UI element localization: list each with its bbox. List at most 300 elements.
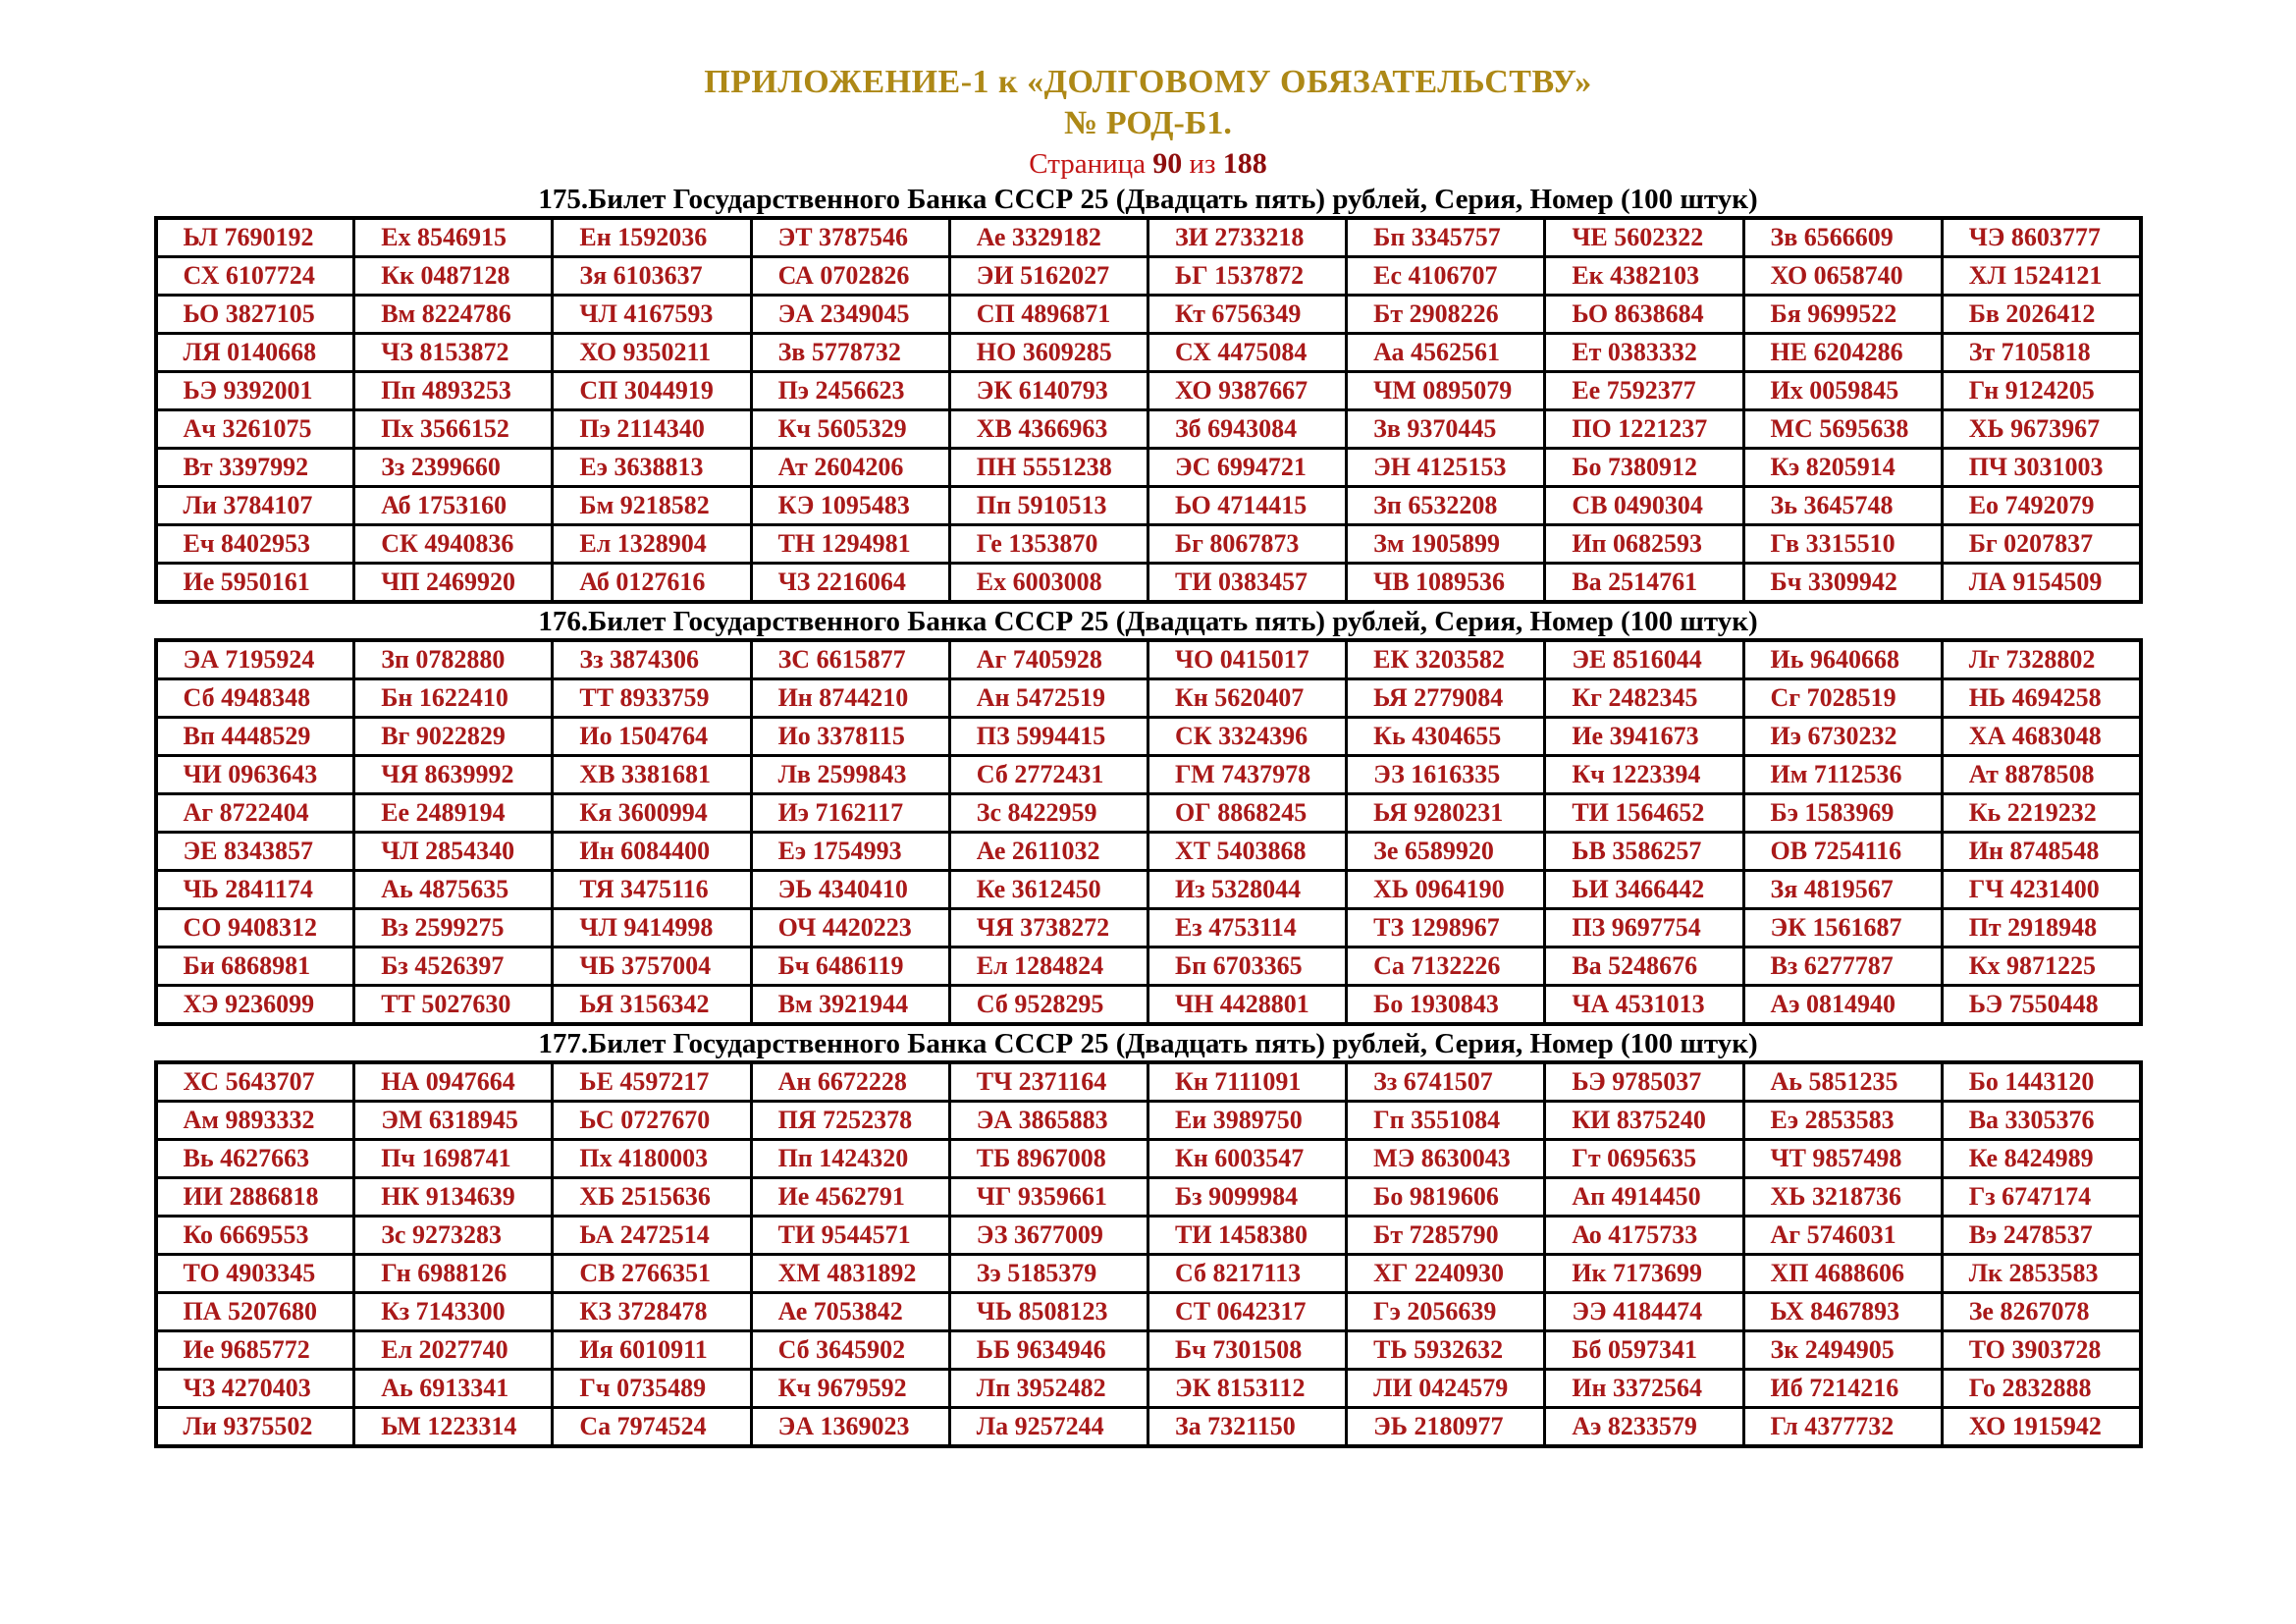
serial-cell: ЬЭ 9785037 — [1545, 1062, 1743, 1102]
serial-cell: Ат 8878508 — [1942, 756, 2140, 794]
serial-cell: Ко 6669553 — [156, 1217, 354, 1255]
serial-cell: ЧЕ 5602322 — [1545, 218, 1743, 257]
serial-cell: НЕ 6204286 — [1743, 334, 1942, 372]
serial-cell: Аь 5851235 — [1743, 1062, 1942, 1102]
serial-cell: ЧЗ 2216064 — [751, 564, 949, 603]
serial-cell: Гэ 2056639 — [1347, 1293, 1545, 1331]
serial-cell: ЧИ 0963643 — [156, 756, 354, 794]
serial-cell: ХВ 4366963 — [949, 410, 1148, 449]
serial-cell: ЭЕ 8516044 — [1545, 640, 1743, 679]
serial-cell: ПЯ 7252378 — [751, 1102, 949, 1140]
serial-cell: Ет 0383332 — [1545, 334, 1743, 372]
serial-cell: Из 5328044 — [1148, 871, 1346, 909]
serial-cell: ЬИ 3466442 — [1545, 871, 1743, 909]
serial-cell: Ия 6010911 — [553, 1331, 751, 1370]
serial-cell: НО 3609285 — [949, 334, 1148, 372]
serial-cell: ЭК 8153112 — [1148, 1370, 1346, 1408]
table-row — [156, 1178, 2141, 1217]
serial-cell: Ие 4562791 — [751, 1178, 949, 1217]
serial-cell: ПЧ 3031003 — [1942, 449, 2140, 487]
serial-cell: Ел 2027740 — [354, 1331, 553, 1370]
serial-cell: Лг 7328802 — [1942, 640, 2140, 679]
serial-cell: ХЬ 3218736 — [1743, 1178, 1942, 1217]
serial-cell: Их 0059845 — [1743, 372, 1942, 410]
serial-cell: Вэ 2478537 — [1942, 1217, 2140, 1255]
serial-cell: Вм 3921944 — [751, 986, 949, 1025]
serial-cell: Бч 3309942 — [1743, 564, 1942, 603]
serial-cell: ЧМ 0895079 — [1347, 372, 1545, 410]
serial-cell: Ел 1328904 — [553, 525, 751, 564]
serial-cell: Сб 3645902 — [751, 1331, 949, 1370]
serial-cell: Зь 3645748 — [1743, 487, 1942, 525]
serial-cell: ХО 9350211 — [553, 334, 751, 372]
serial-cell: Зп 0782880 — [354, 640, 553, 679]
serial-cell: Ан 6672228 — [751, 1062, 949, 1102]
serial-cell: Бг 8067873 — [1148, 525, 1346, 564]
serial-cell: Бч 6486119 — [751, 947, 949, 986]
serial-cell: Кк 0487128 — [354, 257, 553, 296]
serial-cell: ОГ 8868245 — [1148, 794, 1346, 833]
serial-cell: ПЗ 9697754 — [1545, 909, 1743, 947]
serial-cell: Бм 9218582 — [553, 487, 751, 525]
serial-cell: ИИ 2886818 — [156, 1178, 354, 1217]
serial-cell: ТН 1294981 — [751, 525, 949, 564]
serial-cell: Кч 1223394 — [1545, 756, 1743, 794]
serial-table-176 — [154, 638, 2143, 1026]
serial-cell: Бо 9819606 — [1347, 1178, 1545, 1217]
serial-cell: ХМ 4831892 — [751, 1255, 949, 1293]
serial-cell: Кч 9679592 — [751, 1370, 949, 1408]
serial-cell: Са 7132226 — [1347, 947, 1545, 986]
serial-cell: Ап 4914450 — [1545, 1178, 1743, 1217]
serial-cell: Еи 3989750 — [1148, 1102, 1346, 1140]
table-row — [156, 833, 2141, 871]
serial-cell: Кг 2482345 — [1545, 679, 1743, 718]
serial-cell: Еэ 1754993 — [751, 833, 949, 871]
serial-cell: ЬЕ 4597217 — [553, 1062, 751, 1102]
serial-cell: Пх 3566152 — [354, 410, 553, 449]
serial-cell: ЬЯ 3156342 — [553, 986, 751, 1025]
serial-cell: Вь 4627663 — [156, 1140, 354, 1178]
serial-cell: Иэ 6730232 — [1743, 718, 1942, 756]
serial-cell: ХС 5643707 — [156, 1062, 354, 1102]
serial-cell: Ин 6084400 — [553, 833, 751, 871]
serial-cell: Аб 0127616 — [553, 564, 751, 603]
serial-cell: Зз 6741507 — [1347, 1062, 1545, 1102]
serial-cell: ЬВ 3586257 — [1545, 833, 1743, 871]
serial-cell: ЬА 2472514 — [553, 1217, 751, 1255]
serial-cell: Гв 3315510 — [1743, 525, 1942, 564]
serial-cell: Бв 2026412 — [1942, 296, 2140, 334]
serial-cell: ПН 5551238 — [949, 449, 1148, 487]
serial-cell: ЬС 0727670 — [553, 1102, 751, 1140]
serial-cell: Зп 6532208 — [1347, 487, 1545, 525]
table-row — [156, 756, 2141, 794]
serial-cell: ЬХ 8467893 — [1743, 1293, 1942, 1331]
table-row — [156, 1255, 2141, 1293]
serial-cell: ЧЯ 8639992 — [354, 756, 553, 794]
serial-cell: Им 7112536 — [1743, 756, 1942, 794]
table-row — [156, 564, 2141, 603]
table-row — [156, 794, 2141, 833]
serial-cell: Лв 2599843 — [751, 756, 949, 794]
table-row — [156, 218, 2141, 257]
serial-cell: Ео 7492079 — [1942, 487, 2140, 525]
table-row — [156, 1102, 2141, 1140]
serial-cell: ТИ 1564652 — [1545, 794, 1743, 833]
serial-cell: Бч 7301508 — [1148, 1331, 1346, 1370]
serial-cell: Кь 4304655 — [1347, 718, 1545, 756]
serial-cell: ПА 5207680 — [156, 1293, 354, 1331]
serial-cell: Ее 7592377 — [1545, 372, 1743, 410]
serial-cell: Лп 3952482 — [949, 1370, 1148, 1408]
serial-cell: Еэ 3638813 — [553, 449, 751, 487]
serial-cell: СП 4896871 — [949, 296, 1148, 334]
serial-cell: Го 2832888 — [1942, 1370, 2140, 1408]
serial-cell: ЭМ 6318945 — [354, 1102, 553, 1140]
table-row — [156, 1293, 2141, 1331]
serial-cell: Кн 7111091 — [1148, 1062, 1346, 1102]
serial-cell: ЧЯ 3738272 — [949, 909, 1148, 947]
table-row — [156, 947, 2141, 986]
serial-cell: ЬЭ 9392001 — [156, 372, 354, 410]
serial-cell: ЧЛ 9414998 — [553, 909, 751, 947]
serial-cell: ЭЬ 2180977 — [1347, 1408, 1545, 1447]
serial-cell: Гт 0695635 — [1545, 1140, 1743, 1178]
serial-cell: Пх 4180003 — [553, 1140, 751, 1178]
serial-cell: Ез 4753114 — [1148, 909, 1346, 947]
serial-cell: СП 3044919 — [553, 372, 751, 410]
serial-cell: Сб 4948348 — [156, 679, 354, 718]
serial-cell: ЬГ 1537872 — [1148, 257, 1346, 296]
serial-cell: Бт 2908226 — [1347, 296, 1545, 334]
serial-cell: Гл 4377732 — [1743, 1408, 1942, 1447]
page-total-number: 188 — [1222, 147, 1267, 180]
serial-cell: ЧЬ 2841174 — [156, 871, 354, 909]
serial-cell: Бя 9699522 — [1743, 296, 1942, 334]
serial-cell: Гз 6747174 — [1942, 1178, 2140, 1217]
serial-cell: Ех 6003008 — [949, 564, 1148, 603]
serial-cell: Ио 3378115 — [751, 718, 949, 756]
serial-cell: КЭ 1095483 — [751, 487, 949, 525]
serial-cell: Пп 4893253 — [354, 372, 553, 410]
serial-cell: Бз 4526397 — [354, 947, 553, 986]
serial-cell: Бо 1443120 — [1942, 1062, 2140, 1102]
serial-cell: Кэ 8205914 — [1743, 449, 1942, 487]
serial-cell: НК 9134639 — [354, 1178, 553, 1217]
table-row — [156, 1408, 2141, 1447]
serial-cell: Кь 2219232 — [1942, 794, 2140, 833]
serial-cell: Иб 7214216 — [1743, 1370, 1942, 1408]
serial-cell: ХЬ 9673967 — [1942, 410, 2140, 449]
document-header — [0, 0, 2296, 182]
serial-cell: Вт 3397992 — [156, 449, 354, 487]
serial-cell: ЭЕ 8343857 — [156, 833, 354, 871]
table-row — [156, 372, 2141, 410]
serial-cell: ЬЭ 7550448 — [1942, 986, 2140, 1025]
serial-cell: СК 4940836 — [354, 525, 553, 564]
serial-cell: ЕК 3203582 — [1347, 640, 1545, 679]
serial-cell: ТЯ 3475116 — [553, 871, 751, 909]
serial-cell: Ен 1592036 — [553, 218, 751, 257]
serial-cell: СА 0702826 — [751, 257, 949, 296]
serial-cell: ХБ 2515636 — [553, 1178, 751, 1217]
serial-cell: Ае 2611032 — [949, 833, 1148, 871]
serial-cell: ПО 1221237 — [1545, 410, 1743, 449]
serial-cell: ЬО 4714415 — [1148, 487, 1346, 525]
serial-cell: НА 0947664 — [354, 1062, 553, 1102]
serial-cell: Зс 8422959 — [949, 794, 1148, 833]
serial-cell: Гн 6988126 — [354, 1255, 553, 1293]
serial-cell: Ли 3784107 — [156, 487, 354, 525]
serial-cell: Вг 9022829 — [354, 718, 553, 756]
serial-cell: Зе 8267078 — [1942, 1293, 2140, 1331]
serial-cell: Ва 2514761 — [1545, 564, 1743, 603]
serial-cell: Кх 9871225 — [1942, 947, 2140, 986]
serial-cell: ЭК 6140793 — [949, 372, 1148, 410]
serial-cell: ЬБ 9634946 — [949, 1331, 1148, 1370]
serial-cell: Ан 5472519 — [949, 679, 1148, 718]
serial-cell: Зб 6943084 — [1148, 410, 1346, 449]
serial-cell: Бо 7380912 — [1545, 449, 1743, 487]
serial-cell: ЗИ 2733218 — [1148, 218, 1346, 257]
serial-cell: ЛИ 0424579 — [1347, 1370, 1545, 1408]
table-row — [156, 449, 2141, 487]
serial-cell: Ва 5248676 — [1545, 947, 1743, 986]
table-row — [156, 679, 2141, 718]
serial-cell: ХЭ 9236099 — [156, 986, 354, 1025]
serial-cell: ТЧ 2371164 — [949, 1062, 1148, 1102]
serial-cell: Ех 8546915 — [354, 218, 553, 257]
serial-cell: Кз 7143300 — [354, 1293, 553, 1331]
serial-cell: Кч 5605329 — [751, 410, 949, 449]
table-row — [156, 1217, 2141, 1255]
serial-cell: ОВ 7254116 — [1743, 833, 1942, 871]
serial-cell: СХ 6107724 — [156, 257, 354, 296]
serial-cell: Ие 3941673 — [1545, 718, 1743, 756]
serial-cell: ЛА 9154509 — [1942, 564, 2140, 603]
serial-cell: Сб 9528295 — [949, 986, 1148, 1025]
serial-cell: НЬ 4694258 — [1942, 679, 2140, 718]
serial-cell: Пп 5910513 — [949, 487, 1148, 525]
serial-cell: ЬЯ 9280231 — [1347, 794, 1545, 833]
serial-cell: Ие 5950161 — [156, 564, 354, 603]
serial-table-175 — [154, 216, 2143, 604]
serial-cell: ЧЗ 4270403 — [156, 1370, 354, 1408]
document-number: № РОД-Б1. — [1064, 105, 1232, 141]
page-of-word: из — [1189, 148, 1216, 180]
serial-cell: Аэ 0814940 — [1743, 986, 1942, 1025]
table-row — [156, 1140, 2141, 1178]
serial-cell: Аг 8722404 — [156, 794, 354, 833]
document-title: ПРИЛОЖЕНИЕ-1 к «ДОЛГОВОМУ ОБЯЗАТЕЛЬСТВУ» — [704, 64, 1592, 100]
serial-cell: Лк 2853583 — [1942, 1255, 2140, 1293]
serial-cell: Ин 8748548 — [1942, 833, 2140, 871]
table-row — [156, 1062, 2141, 1102]
serial-cell: ЭН 4125153 — [1347, 449, 1545, 487]
serial-cell: Бг 0207837 — [1942, 525, 2140, 564]
serial-cell: ЧЛ 4167593 — [553, 296, 751, 334]
serial-cell: ЭТ 3787546 — [751, 218, 949, 257]
serial-cell: Зя 4819567 — [1743, 871, 1942, 909]
serial-cell: ХЬ 0964190 — [1347, 871, 1545, 909]
serial-cell: СВ 2766351 — [553, 1255, 751, 1293]
serial-cell: ХО 9387667 — [1148, 372, 1346, 410]
tables-container — [154, 183, 2143, 1448]
serial-cell: Ел 1284824 — [949, 947, 1148, 986]
serial-cell: ХП 4688606 — [1743, 1255, 1942, 1293]
serial-cell: Пэ 2114340 — [553, 410, 751, 449]
serial-cell: ХО 0658740 — [1743, 257, 1942, 296]
serial-cell: Вз 6277787 — [1743, 947, 1942, 986]
serial-cell: Иэ 7162117 — [751, 794, 949, 833]
serial-cell: ЬЯ 2779084 — [1347, 679, 1545, 718]
serial-cell: Са 7974524 — [553, 1408, 751, 1447]
serial-cell: ЬМ 1223314 — [354, 1408, 553, 1447]
serial-cell: Ие 9685772 — [156, 1331, 354, 1370]
serial-cell: КИ 8375240 — [1545, 1102, 1743, 1140]
serial-cell: МС 5695638 — [1743, 410, 1942, 449]
serial-cell: Ли 9375502 — [156, 1408, 354, 1447]
table-row — [156, 986, 2141, 1025]
serial-cell: Вп 4448529 — [156, 718, 354, 756]
serial-cell: Ае 3329182 — [949, 218, 1148, 257]
serial-cell: СВ 0490304 — [1545, 487, 1743, 525]
serial-cell: Кт 6756349 — [1148, 296, 1346, 334]
serial-cell: Зм 1905899 — [1347, 525, 1545, 564]
serial-cell: ЭЗ 1616335 — [1347, 756, 1545, 794]
table-title-176: 176.Билет Государственного Банка СССР 25 (Двадцать пять) рублей, Серия, Номер (100 штук) — [538, 606, 1758, 637]
serial-cell: ЛЯ 0140668 — [156, 334, 354, 372]
serial-cell: Кя 3600994 — [553, 794, 751, 833]
serial-cell: Ае 7053842 — [751, 1293, 949, 1331]
serial-cell: Аь 6913341 — [354, 1370, 553, 1408]
serial-cell: ОЧ 4420223 — [751, 909, 949, 947]
serial-cell: Зя 6103637 — [553, 257, 751, 296]
serial-cell: ЧЛ 2854340 — [354, 833, 553, 871]
serial-cell: Ек 4382103 — [1545, 257, 1743, 296]
table-row — [156, 909, 2141, 947]
serial-cell: ЬО 3827105 — [156, 296, 354, 334]
serial-cell: ХВ 3381681 — [553, 756, 751, 794]
serial-cell: ЧТ 9857498 — [1743, 1140, 1942, 1178]
serial-cell: ЧЬ 8508123 — [949, 1293, 1148, 1331]
serial-cell: ТИ 0383457 — [1148, 564, 1346, 603]
serial-cell: Зв 6566609 — [1743, 218, 1942, 257]
serial-table-177 — [154, 1060, 2143, 1448]
serial-cell: ЭС 6994721 — [1148, 449, 1346, 487]
serial-cell: Ла 9257244 — [949, 1408, 1148, 1447]
serial-cell: ТБ 8967008 — [949, 1140, 1148, 1178]
serial-cell: ЧГ 9359661 — [949, 1178, 1148, 1217]
page-word: Страница — [1029, 148, 1147, 180]
table-row — [156, 871, 2141, 909]
serial-cell: Ке 8424989 — [1942, 1140, 2140, 1178]
serial-cell: Ао 4175733 — [1545, 1217, 1743, 1255]
serial-cell: ЧН 4428801 — [1148, 986, 1346, 1025]
serial-cell: Пч 1698741 — [354, 1140, 553, 1178]
table-row — [156, 640, 2141, 679]
serial-cell: Сг 7028519 — [1743, 679, 1942, 718]
serial-cell: ЧП 2469920 — [354, 564, 553, 603]
serial-cell: ЭИ 5162027 — [949, 257, 1148, 296]
table-row — [156, 1370, 2141, 1408]
serial-cell: ЧВ 1089536 — [1347, 564, 1545, 603]
serial-cell: Еэ 2853583 — [1743, 1102, 1942, 1140]
serial-cell: Ам 9893332 — [156, 1102, 354, 1140]
serial-cell: Ге 1353870 — [949, 525, 1148, 564]
serial-cell: ЭЬ 4340410 — [751, 871, 949, 909]
serial-cell: Пэ 2456623 — [751, 372, 949, 410]
serial-cell: ЧЭ 8603777 — [1942, 218, 2140, 257]
serial-cell: Бп 3345757 — [1347, 218, 1545, 257]
serial-cell: СК 3324396 — [1148, 718, 1346, 756]
serial-cell: ТИ 1458380 — [1148, 1217, 1346, 1255]
serial-cell: Зе 6589920 — [1347, 833, 1545, 871]
serial-cell: Еч 8402953 — [156, 525, 354, 564]
serial-cell: ТТ 8933759 — [553, 679, 751, 718]
serial-cell: ЬЛ 7690192 — [156, 218, 354, 257]
table-row — [156, 296, 2141, 334]
serial-cell: ЧЗ 8153872 — [354, 334, 553, 372]
serial-cell: ЭА 1369023 — [751, 1408, 949, 1447]
serial-cell: Аь 4875635 — [354, 871, 553, 909]
serial-cell: ЬО 8638684 — [1545, 296, 1743, 334]
serial-cell: Вм 8224786 — [354, 296, 553, 334]
serial-cell: Ин 3372564 — [1545, 1370, 1743, 1408]
serial-cell: Пп 1424320 — [751, 1140, 949, 1178]
serial-cell: Ик 7173699 — [1545, 1255, 1743, 1293]
serial-cell: ХГ 2240930 — [1347, 1255, 1545, 1293]
serial-cell: Бб 0597341 — [1545, 1331, 1743, 1370]
serial-cell: ПЗ 5994415 — [949, 718, 1148, 756]
serial-cell: ЭЭ 4184474 — [1545, 1293, 1743, 1331]
serial-cell: Ин 8744210 — [751, 679, 949, 718]
serial-cell: ТЬ 5932632 — [1347, 1331, 1545, 1370]
serial-cell: Зз 2399660 — [354, 449, 553, 487]
serial-cell: Ке 3612450 — [949, 871, 1148, 909]
serial-cell: ГЧ 4231400 — [1942, 871, 2140, 909]
serial-cell: Ип 0682593 — [1545, 525, 1743, 564]
serial-cell: Зв 5778732 — [751, 334, 949, 372]
serial-cell: СХ 4475084 — [1148, 334, 1346, 372]
serial-cell: Гч 0735489 — [553, 1370, 751, 1408]
table-row — [156, 410, 2141, 449]
serial-cell: Кн 5620407 — [1148, 679, 1346, 718]
table-row — [156, 718, 2141, 756]
serial-cell: ЧО 0415017 — [1148, 640, 1346, 679]
serial-cell: Зз 3874306 — [553, 640, 751, 679]
table-row — [156, 1331, 2141, 1370]
serial-cell: Сб 2772431 — [949, 756, 1148, 794]
serial-cell: ГМ 7437978 — [1148, 756, 1346, 794]
serial-cell: Бт 7285790 — [1347, 1217, 1545, 1255]
serial-cell: ТТ 5027630 — [354, 986, 553, 1025]
serial-cell: ХЛ 1524121 — [1942, 257, 2140, 296]
serial-cell: ХТ 5403868 — [1148, 833, 1346, 871]
serial-cell: Бо 1930843 — [1347, 986, 1545, 1025]
serial-cell: Зк 2494905 — [1743, 1331, 1942, 1370]
serial-cell: Зэ 5185379 — [949, 1255, 1148, 1293]
serial-cell: ЭК 1561687 — [1743, 909, 1942, 947]
serial-cell: За 7321150 — [1148, 1408, 1346, 1447]
serial-cell: Кн 6003547 — [1148, 1140, 1346, 1178]
serial-cell: Аг 7405928 — [949, 640, 1148, 679]
serial-cell: Бп 6703365 — [1148, 947, 1346, 986]
serial-cell: Сб 8217113 — [1148, 1255, 1346, 1293]
serial-cell: ЭА 2349045 — [751, 296, 949, 334]
serial-cell: Ес 4106707 — [1347, 257, 1545, 296]
